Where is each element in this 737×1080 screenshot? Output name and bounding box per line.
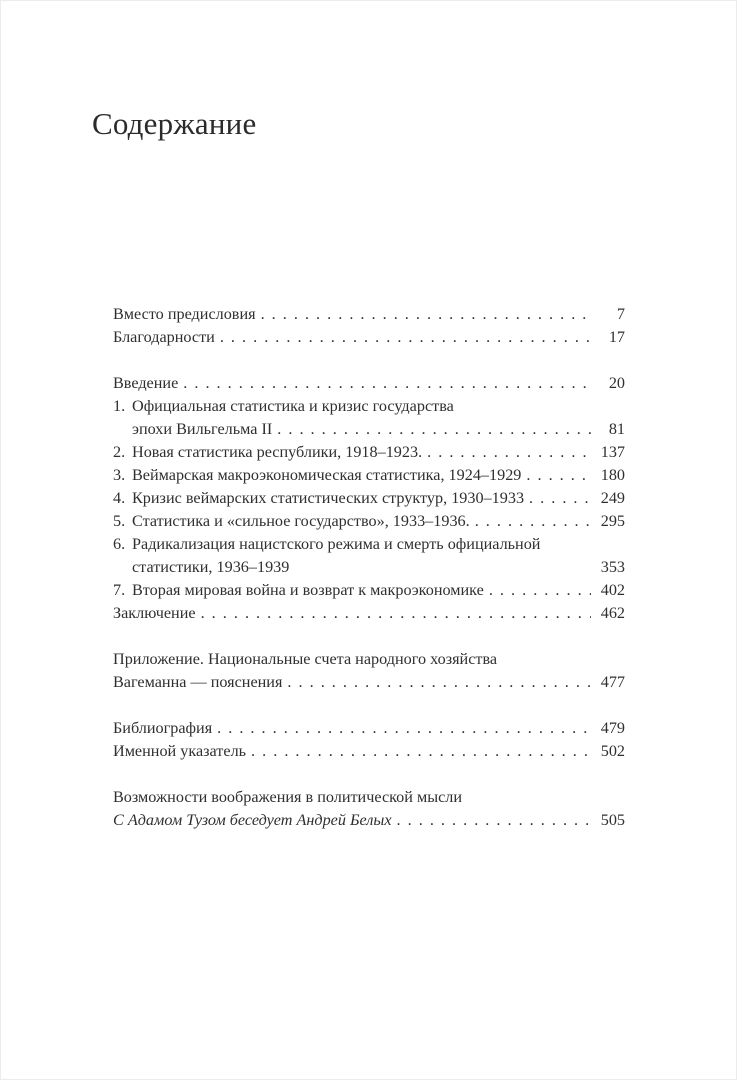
toc-entry (113, 395, 625, 441)
toc-entry (113, 717, 625, 740)
dot-leader (251, 740, 591, 763)
toc-entry-number: 4. (113, 489, 126, 507)
toc-group (113, 717, 625, 763)
dot-leader (277, 418, 591, 441)
toc-entry-title: Именной указатель (113, 742, 247, 760)
toc-entry-title: Новая статистика республики, 1918–1923. (132, 443, 423, 461)
dot-leader (475, 510, 591, 533)
toc-entry-page: 479 (600, 719, 625, 737)
toc-entry-title: Приложение. Национальные счета народного хозяйства (113, 650, 498, 668)
toc-entry (113, 441, 625, 464)
page-title: Содержание (92, 105, 257, 141)
toc-entry-title: Радикализация нацистского режима и смерть официальной (132, 535, 541, 553)
toc-entry-page: 180 (600, 466, 625, 484)
dot-leader (529, 487, 591, 510)
toc-entry (113, 464, 625, 487)
toc-entry-title-cont: Вагеманна — пояснения (113, 673, 283, 691)
dot-leader (183, 372, 591, 395)
toc-entry-number: 1. (113, 397, 126, 415)
dot-leader (217, 717, 591, 740)
toc-entry-title: Введение (113, 374, 179, 392)
toc-entry (113, 372, 625, 395)
toc-entry-number: 3. (113, 466, 126, 484)
toc-entry-title: Статистика и «сильное государство», 1933–1936. (132, 512, 470, 530)
toc-entry-title: Официальная статистика и кризис государства (132, 397, 454, 415)
dot-leader (201, 602, 591, 625)
toc-entry-page: 20 (608, 374, 625, 392)
toc-entry (113, 740, 625, 763)
toc-entry (113, 648, 625, 694)
toc-entry-page: 81 (608, 420, 625, 438)
table-of-contents (113, 303, 625, 832)
toc-entry-number: 6. (113, 535, 126, 553)
toc-entry-number: 7. (113, 581, 126, 599)
toc-entry-title: Библиография (113, 719, 213, 737)
toc-entry (113, 303, 625, 326)
toc-entry-title: Кризис веймарских статистических структур, 1930–1933 (132, 489, 525, 507)
toc-group (113, 648, 625, 694)
toc-entry-title-cont: эпохи Вильгельма II (132, 420, 273, 438)
toc-entry-page: 505 (600, 811, 625, 829)
dot-leader (397, 809, 591, 832)
dot-leader (526, 464, 591, 487)
toc-entry-number: 2. (113, 443, 126, 461)
toc-entry-title: Веймарская макроэкономическая статистика, 1924–1929 (132, 466, 522, 484)
toc-entry-title: Возможности воображения в политической мысли (113, 788, 463, 806)
toc-entry-page: 477 (600, 673, 625, 691)
toc-entry-page: 249 (600, 489, 625, 507)
toc-entry-page: 462 (600, 604, 625, 622)
toc-group (113, 372, 625, 625)
toc-entry (113, 326, 625, 349)
toc-entry-title: Благодарности (113, 328, 215, 346)
dot-leader (220, 326, 591, 349)
toc-entry (113, 510, 625, 533)
toc-entry-title: Вместо предисловия (113, 305, 256, 323)
toc-entry (113, 786, 625, 832)
toc-entry (113, 487, 625, 510)
dot-leader (427, 441, 591, 464)
dot-leader (261, 303, 591, 326)
toc-entry-title-cont: статистики, 1936–1939 (132, 558, 290, 576)
toc-entry-page: 502 (600, 742, 625, 760)
dot-leader (489, 579, 591, 602)
toc-entry-page: 137 (600, 443, 625, 461)
toc-entry-page: 353 (600, 558, 625, 576)
toc-entry-page: 7 (616, 305, 625, 323)
toc-entry-title: Заключение (113, 604, 196, 622)
toc-entry-page: 17 (608, 328, 625, 346)
dot-leader (287, 671, 591, 694)
toc-group (113, 303, 625, 349)
toc-entry-number: 5. (113, 512, 126, 530)
toc-entry-page: 295 (600, 512, 625, 530)
toc-entry-page: 402 (600, 581, 625, 599)
toc-entry-subtitle: С Адамом Тузом беседует Андрей Белых (113, 811, 392, 829)
toc-group (113, 786, 625, 832)
toc-entry (113, 533, 625, 579)
toc-entry (113, 602, 625, 625)
toc-entry (113, 579, 625, 602)
toc-entry-title: Вторая мировая война и возврат к макроэкономике (132, 581, 484, 599)
